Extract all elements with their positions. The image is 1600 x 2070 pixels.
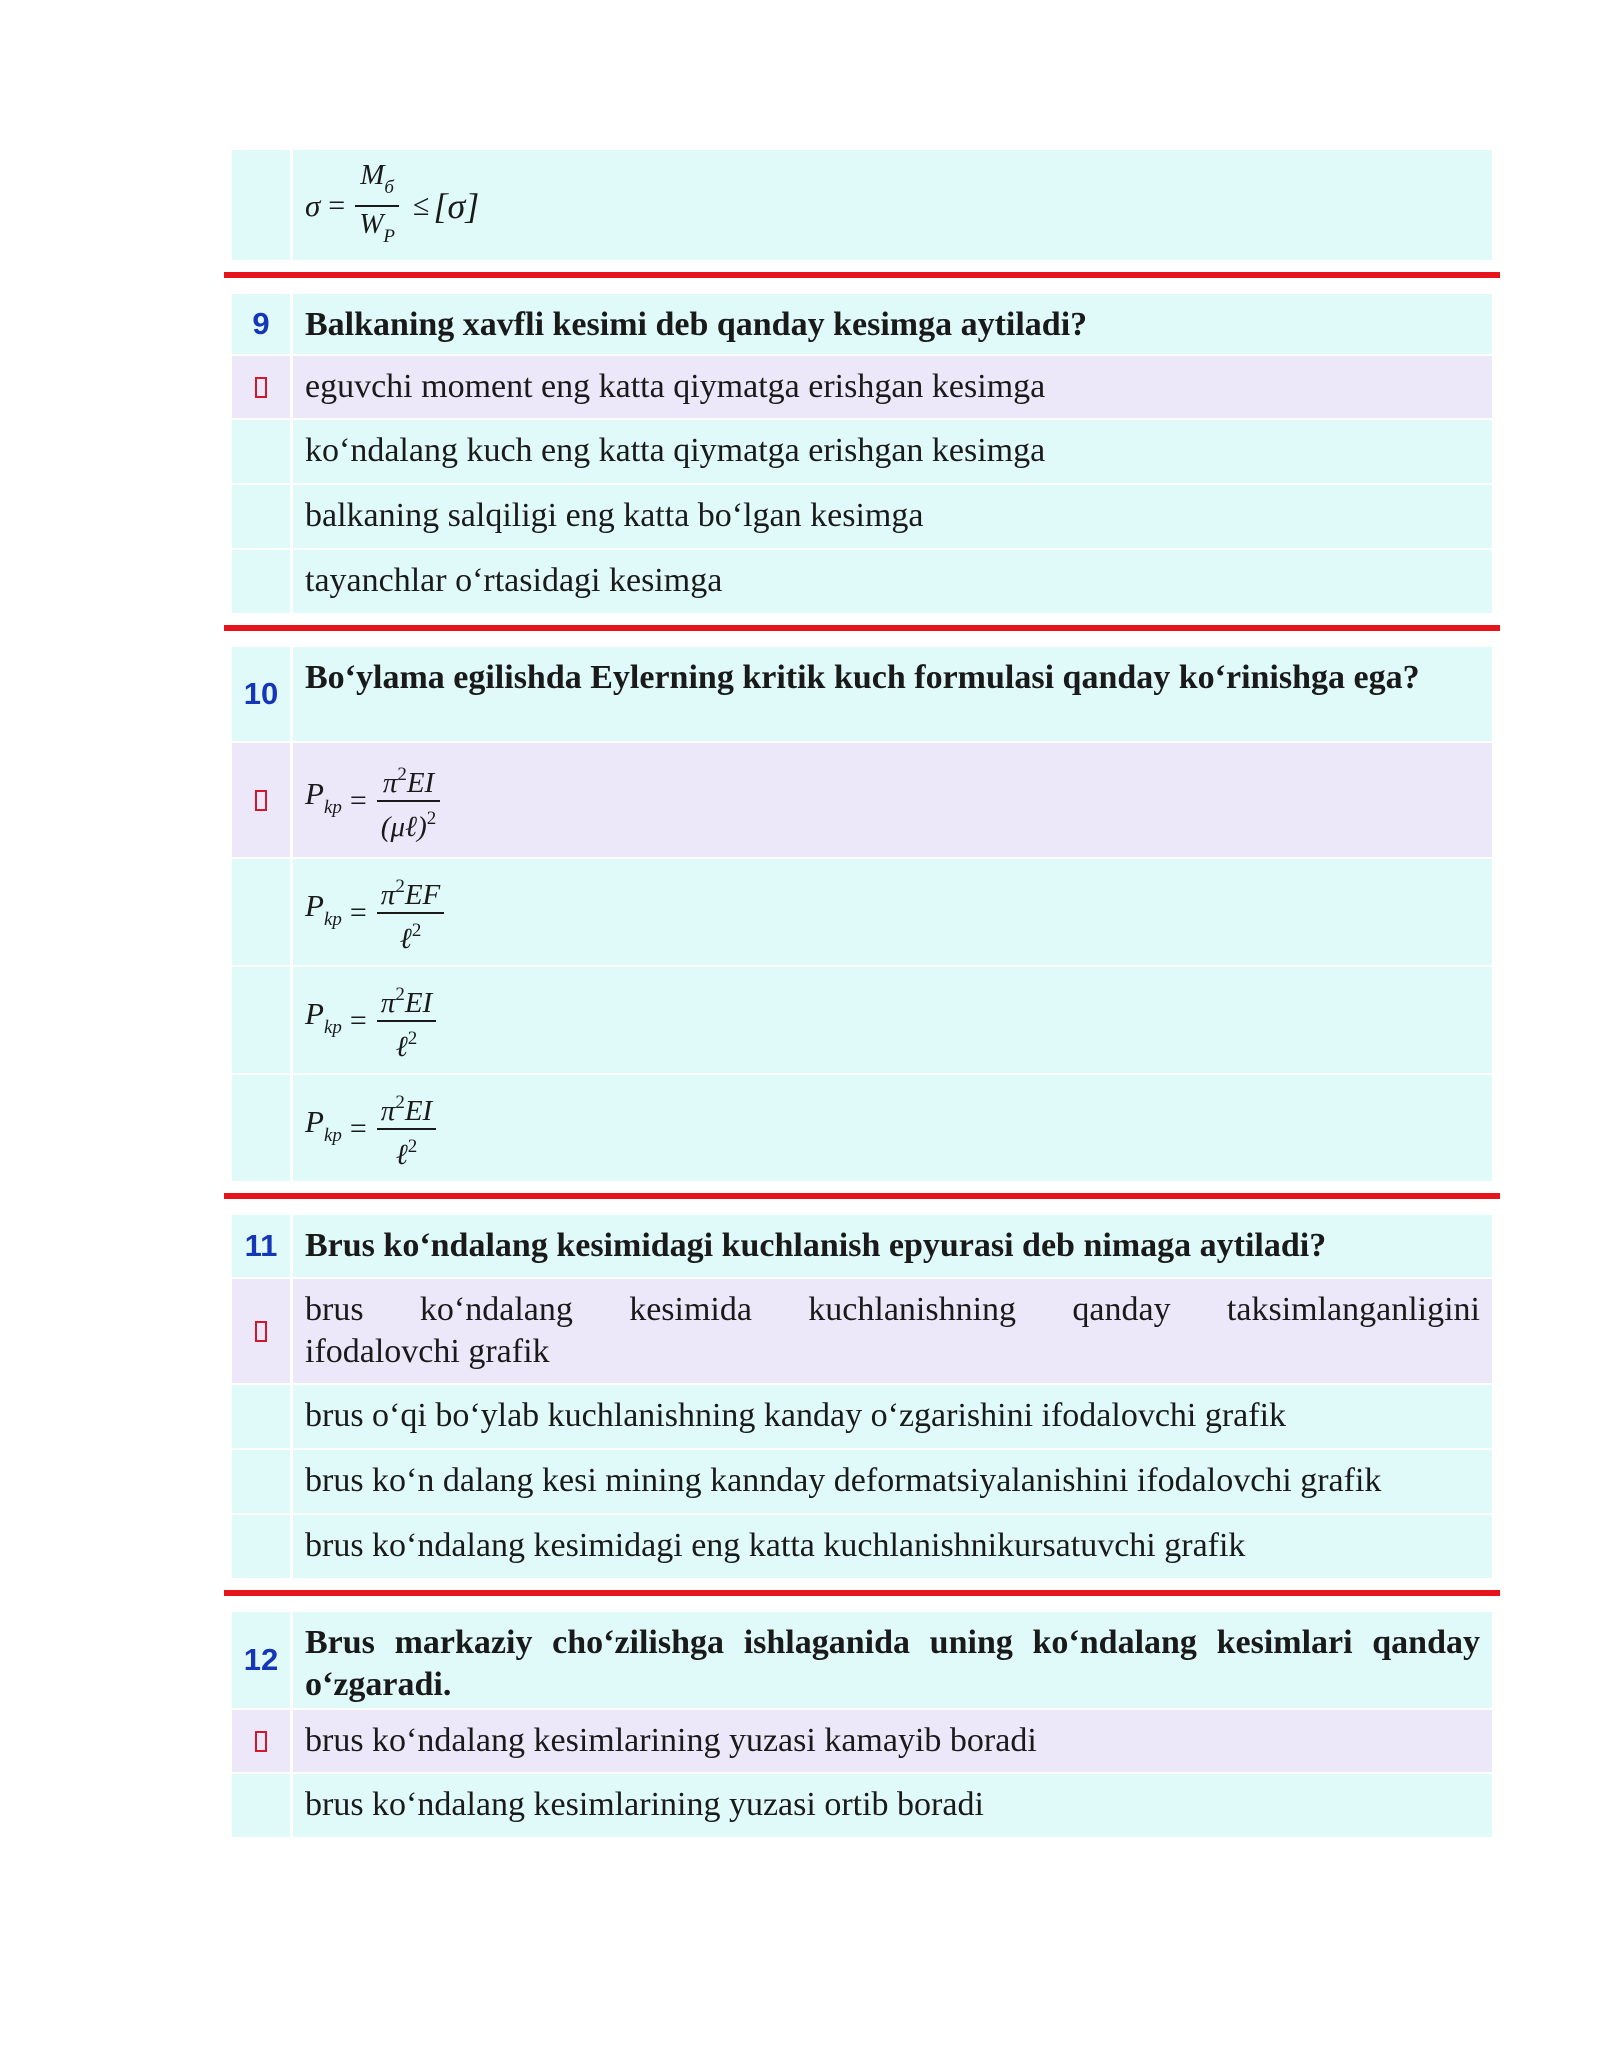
question-number: 12 xyxy=(232,1612,293,1708)
fraction xyxy=(377,758,440,844)
answer-text xyxy=(293,1279,1492,1383)
fraction xyxy=(377,1086,436,1172)
marker-box-icon xyxy=(255,1731,267,1752)
fraction xyxy=(355,158,399,254)
fraction-numerator: $\pi^2EF$ xyxy=(380,876,441,911)
answer-formula-cell xyxy=(293,859,1492,965)
answer-option-correct[interactable] xyxy=(232,743,1492,859)
question-text: Bo‘ylama egilishda Eylerning kritik kuch formulasi qanday ko‘rinishga ega? xyxy=(293,647,1492,741)
euler-formula xyxy=(305,753,1480,849)
answer-option[interactable] xyxy=(232,1385,1492,1450)
fraction-numerator: $\pi^2EI$ xyxy=(382,764,435,799)
answer-option[interactable] xyxy=(232,420,1492,485)
answer-option[interactable] xyxy=(232,859,1492,967)
euler-formula xyxy=(305,869,1480,957)
fraction-denominator: ℓ$^2$ xyxy=(395,1136,418,1171)
correct-answer-marker xyxy=(232,1279,293,1383)
answer-option[interactable] xyxy=(232,967,1492,1075)
fraction-denominator: (μℓ)$^2$ xyxy=(380,808,437,843)
question-separator xyxy=(224,625,1500,631)
question-row xyxy=(232,294,1492,356)
fraction-numerator: $\pi^2EI$ xyxy=(380,984,433,1019)
answer-text-line-2: ifodalovchi grafik xyxy=(305,1333,550,1370)
equals-sign: = xyxy=(328,189,346,222)
answer-formula-cell xyxy=(293,967,1492,1073)
answer-option-correct[interactable] xyxy=(232,1710,1492,1774)
test-page xyxy=(232,150,1492,1839)
euler-formula xyxy=(305,1085,1480,1173)
answer-option-correct[interactable] xyxy=(232,356,1492,420)
question-text: Balkaning xavfli kesimi deb qanday kesimga aytiladi? xyxy=(293,294,1492,354)
formula-lhs: $P_{kp}$ xyxy=(305,1104,342,1146)
answer-text: eguvchi moment eng katta qiymatga erishgan kesimga xyxy=(293,356,1492,418)
answer-text: brus ko‘ndalang kesimlarining yuzasi ortib boradi xyxy=(293,1774,1492,1837)
answer-marker-empty xyxy=(232,550,293,613)
formula-cell xyxy=(293,150,1492,260)
answer-text: ko‘ndalang kuch eng katta qiymatga erishgan kesimga xyxy=(293,420,1492,483)
answer-option[interactable] xyxy=(232,1075,1492,1183)
answer-marker-empty xyxy=(232,1515,293,1578)
allowable-stress: [σ] xyxy=(433,186,480,226)
answer-option[interactable] xyxy=(232,1515,1492,1580)
fraction xyxy=(377,978,436,1064)
fraction-denominator: $W_P$ xyxy=(359,208,395,247)
question-text: Brus markaziy cho‘zilishga ishlaganida uning ko‘ndalang kesimlari qanday o‘zgaradi. xyxy=(293,1612,1492,1708)
correct-answer-marker xyxy=(232,1710,293,1772)
fraction-denominator: ℓ$^2$ xyxy=(395,1028,418,1063)
answer-option[interactable] xyxy=(232,550,1492,615)
answer-marker-empty xyxy=(232,1075,293,1181)
equals-sign: = xyxy=(349,1112,367,1145)
formula-row-top xyxy=(232,150,1492,262)
answer-text: brus ko‘ndalang kesimlarining yuzasi kamayib boradi xyxy=(293,1710,1492,1772)
question-number: 11 xyxy=(232,1215,293,1277)
formula-lhs: $P_{kp}$ xyxy=(305,888,342,930)
answer-option[interactable] xyxy=(232,485,1492,550)
question-number: 9 xyxy=(232,294,293,354)
answer-marker-empty xyxy=(232,420,293,483)
answer-marker-empty xyxy=(232,1385,293,1448)
equals-sign: = xyxy=(349,784,367,817)
bending-stress-formula xyxy=(305,160,1480,252)
question-separator xyxy=(224,1193,1500,1199)
fraction-numerator: $M_б$ xyxy=(360,159,394,198)
answer-option[interactable] xyxy=(232,1774,1492,1839)
question-separator xyxy=(224,1590,1500,1596)
formula-lhs: $P_{kp}$ xyxy=(305,776,342,818)
question-row xyxy=(232,1612,1492,1710)
answer-marker-empty xyxy=(232,967,293,1073)
equals-sign: = xyxy=(349,896,367,929)
less-equal-sign: ≤ xyxy=(413,189,430,222)
correct-answer-marker xyxy=(232,356,293,418)
answer-text: brus ko‘n dalang kesi mining kannday deformatsiyalanishini ifodalovchi grafik xyxy=(293,1450,1492,1513)
answer-option[interactable] xyxy=(232,1450,1492,1515)
marker-box-icon xyxy=(255,1321,267,1342)
correct-answer-marker xyxy=(232,743,293,857)
marker-box-icon xyxy=(255,790,267,811)
fraction-numerator: $\pi^2EI$ xyxy=(380,1092,433,1127)
row-number-empty xyxy=(232,150,293,260)
formula-lhs: $P_{kp}$ xyxy=(305,996,342,1038)
answer-marker-empty xyxy=(232,859,293,965)
answer-option-correct[interactable] xyxy=(232,1279,1492,1385)
fraction-denominator: ℓ$^2$ xyxy=(399,920,422,955)
equals-sign: = xyxy=(349,1004,367,1037)
answer-marker-empty xyxy=(232,1774,293,1837)
question-number: 10 xyxy=(232,647,293,741)
answer-marker-empty xyxy=(232,485,293,548)
question-row xyxy=(232,1215,1492,1279)
question-text: Brus ko‘ndalang kesimidagi kuchlanish epyurasi deb nimaga aytiladi? xyxy=(293,1215,1492,1277)
question-row xyxy=(232,647,1492,743)
answer-text: brus ko‘ndalang kesimidagi eng katta kuchlanishnikursatuvchi grafik xyxy=(293,1515,1492,1578)
answer-marker-empty xyxy=(232,1450,293,1513)
answer-text: balkaning salqiligi eng katta bo‘lgan kesimga xyxy=(293,485,1492,548)
answer-text: brus o‘qi bo‘ylab kuchlanishning kanday o‘zgarishini ifodalovchi grafik xyxy=(293,1385,1492,1448)
question-separator xyxy=(224,272,1500,278)
fraction xyxy=(377,870,444,956)
euler-formula xyxy=(305,977,1480,1065)
marker-box-icon xyxy=(255,377,267,398)
sigma-symbol: σ xyxy=(305,188,321,223)
answer-text-line-1: brus ko‘ndalang kesimida kuchlanishning qanday taksimlanganligini xyxy=(305,1291,1480,1328)
answer-formula-cell xyxy=(293,743,1492,857)
answer-formula-cell xyxy=(293,1075,1492,1181)
answer-text: tayanchlar o‘rtasidagi kesimga xyxy=(293,550,1492,613)
